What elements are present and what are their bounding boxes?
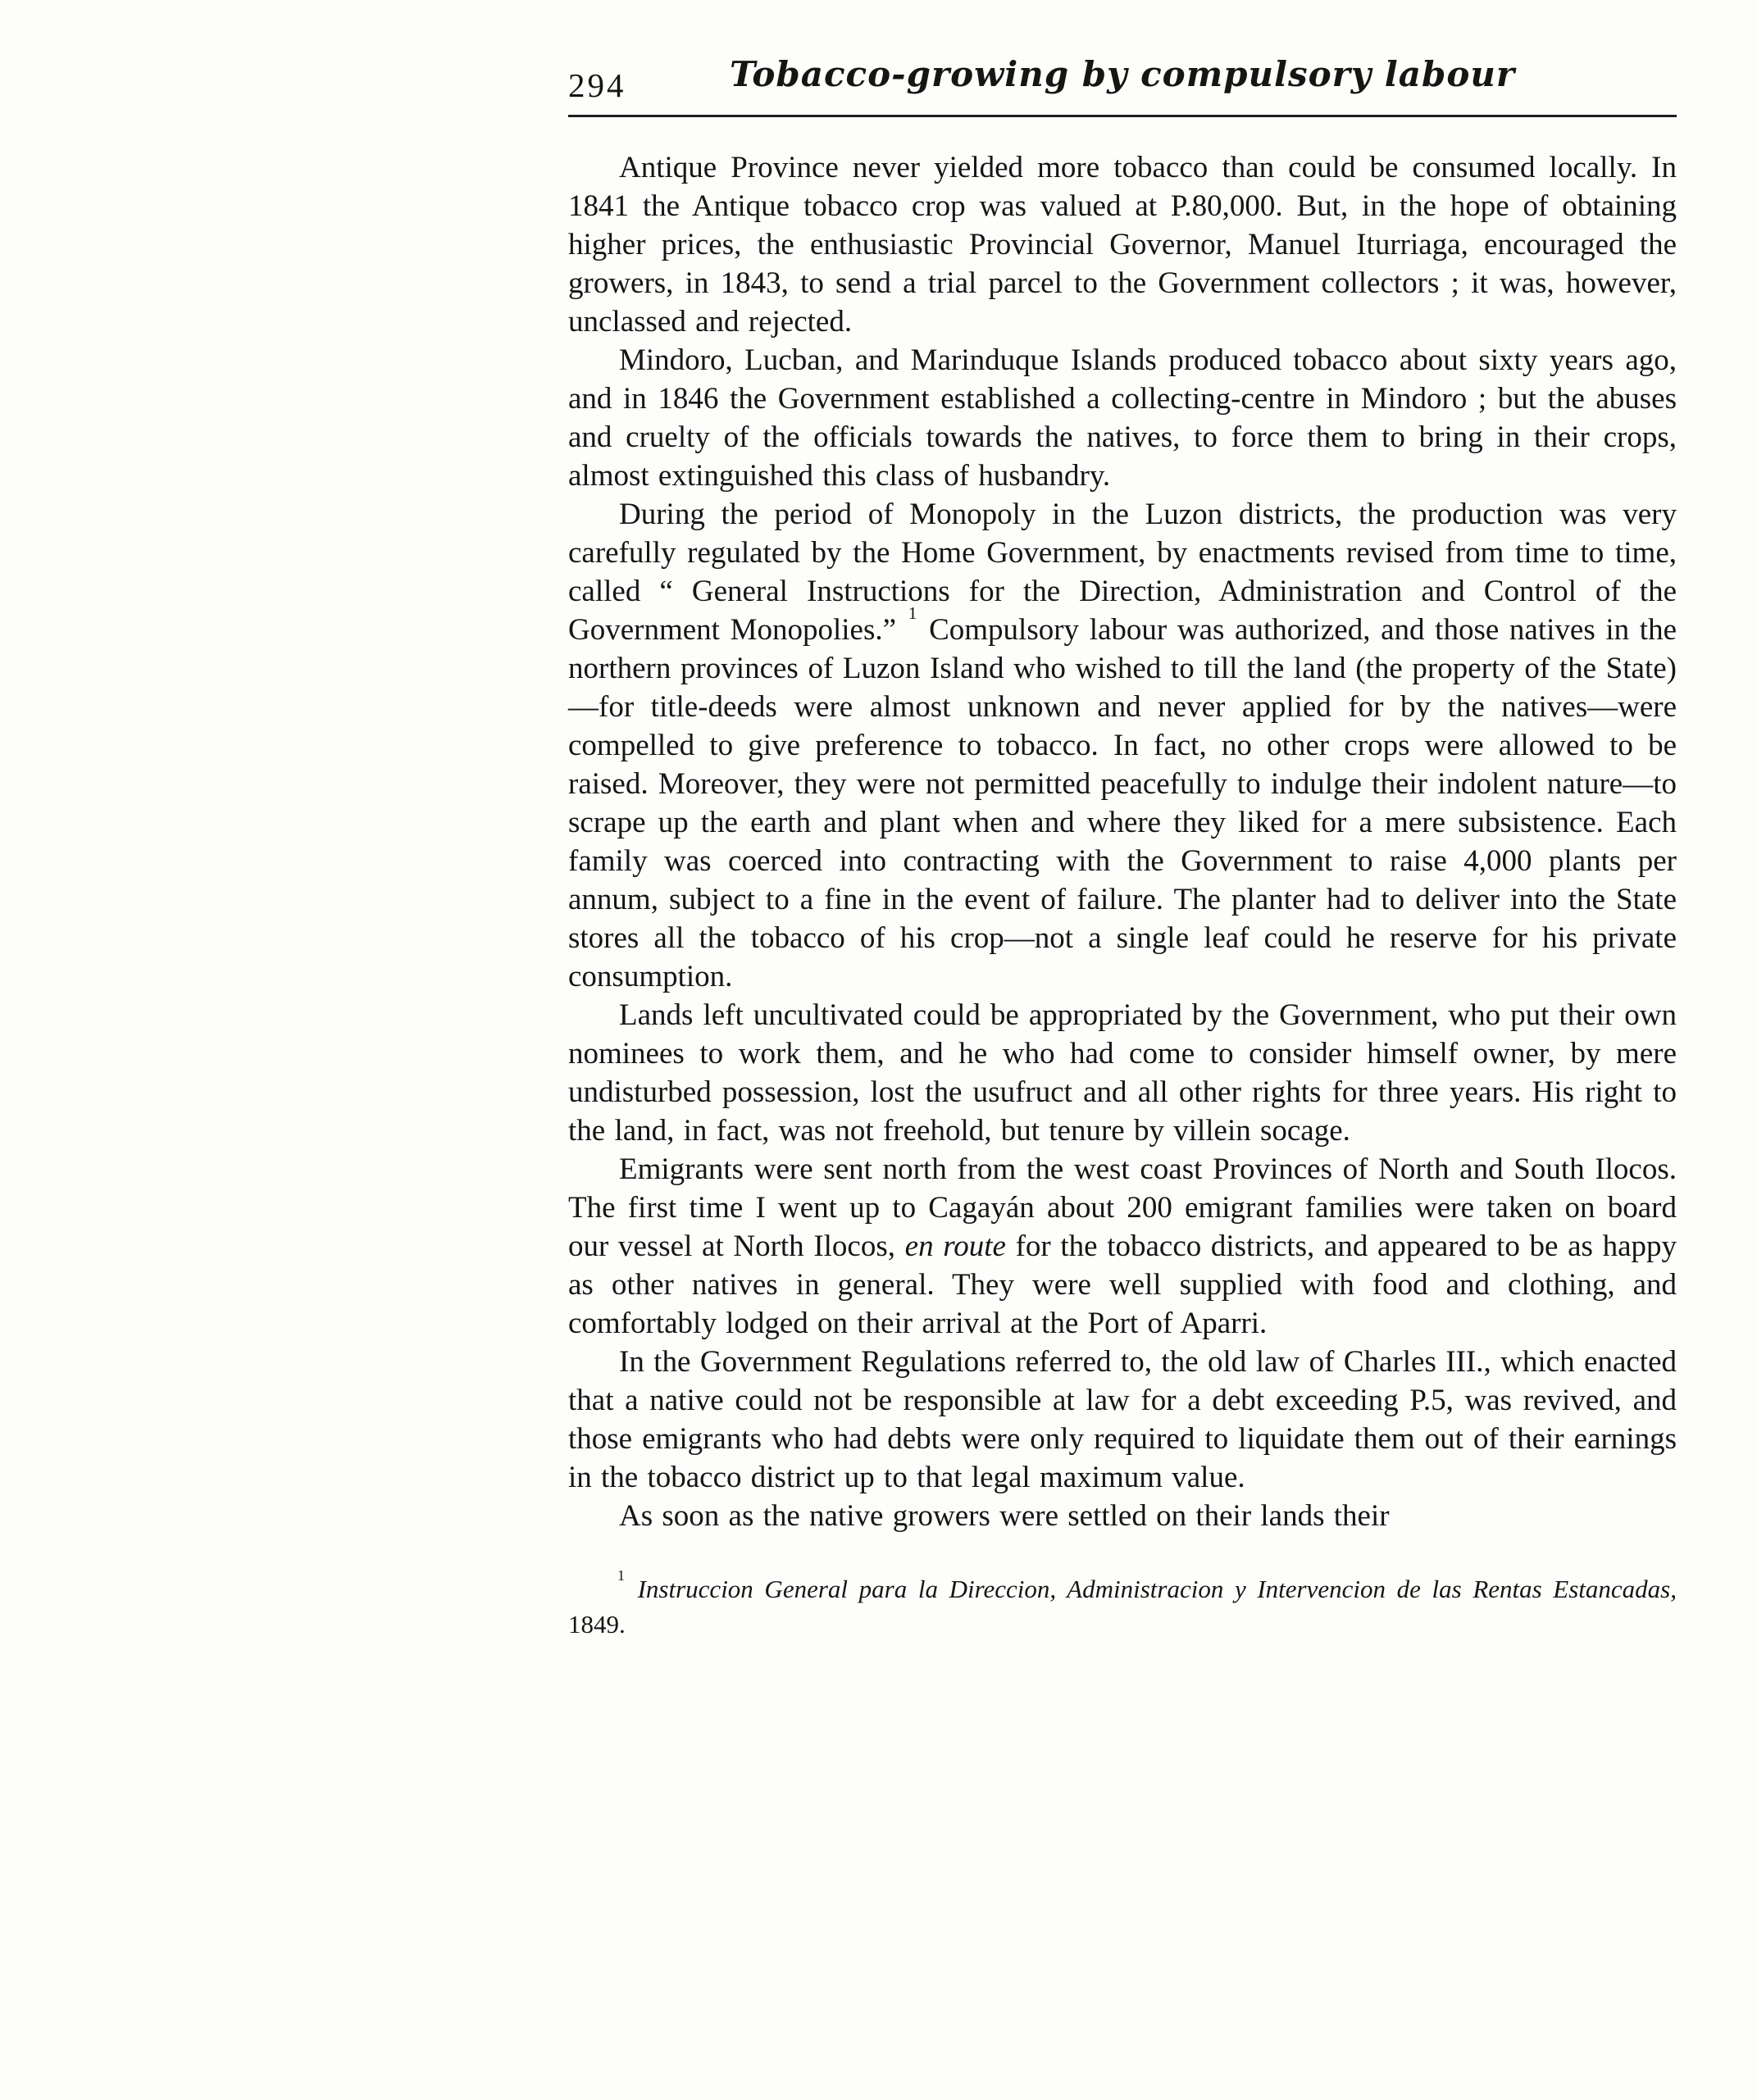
paragraph	[568, 495, 1677, 996]
text-column	[568, 54, 1677, 1642]
text-run: During the period of Monopoly in the Luzon districts, the production was very carefully regulated by the Home Government, by enactments revised from time to time, called “ General Instructions for the Direction, Administration and Control of the Government Monopolies.”	[568, 498, 1677, 647]
header-rule	[568, 115, 1677, 117]
page-header	[568, 54, 1677, 105]
page-number: 294	[568, 66, 626, 104]
paragraph	[568, 996, 1677, 1150]
italic-text: Instruccion General para la Direccion, Administracion y Intervencion de las Rentas Estancadas,	[626, 1575, 1677, 1603]
footnote	[568, 1566, 1677, 1642]
running-title: Tobacco-growing by compulsory labour	[729, 54, 1516, 94]
text-run: Mindoro, Lucban, and Marinduque Islands produced tobacco about sixty years ago, and in 1846 the Government established a collecting-centre in Mindoro ; but the abuses and cruelty of the officials towards the natives, to force them to bring in their crops, almost extinguished this class of husbandry.	[568, 343, 1677, 493]
text-run: In the Government Regulations referred to, the old law of Charles III., which enacted that a native could not be responsible at law for a debt exceeding P.5, was revived, and those emigrants who had debts were only required to liquidate them out of their earnings in the tobacco district up to that legal maximum value.	[568, 1345, 1677, 1494]
footnote-text	[568, 1566, 1677, 1642]
paragraph	[568, 148, 1677, 341]
text-run: Emigrants were sent north from the west coast Provinces of North and South Ilocos. The first time I went up to Cagayán about 200 emigrant families were taken on board our vessel at North Ilocos,	[568, 1152, 1677, 1263]
footnote-marker: 1	[908, 602, 917, 623]
footnote-marker: 1	[617, 1566, 625, 1584]
paragraph	[568, 341, 1677, 495]
italic-text: en route	[904, 1230, 1006, 1263]
paragraph	[568, 1343, 1677, 1497]
text-run: Antique Province never yielded more tobacco than could be consumed locally. In 1841 the Antique tobacco crop was valued at P.80,000. But, in the hope of obtaining higher prices, the enthusiastic Provincial Governor, Manuel Iturriaga, encouraged the growers, in 1843, to send a trial parcel to the Government collectors ; it was, however, unclassed and rejected.	[568, 151, 1677, 339]
text-run: Lands left uncultivated could be appropriated by the Government, who put their own nominees to work them, and he who had come to consider himself owner, by mere undisturbed possession, lost the usufruct and all other rights for three years. His right to the land, in fact, was not freehold, but tenure by villein socage.	[568, 998, 1677, 1148]
body-text	[568, 148, 1677, 1535]
text-run: As soon as the native growers were settled on their lands their	[619, 1499, 1390, 1533]
text-run: 1849.	[568, 1610, 626, 1639]
paragraph	[568, 1150, 1677, 1343]
text-run: Compulsory labour was authorized, and those natives in the northern provinces of Luzon Island who wished to till the land (the property of the State)—for title-deeds were almost unknown and never applied for by the natives—were compelled to give preference to tobacco. In fact, no other crops were allowed to be raised. Moreover, they were not permitted peacefully to indulge their indolent nature—to scrape up the earth and plant when and where they liked for a mere subsistence. Each family was coerced into contracting with the Government to raise 4,000 plants per annum, subject to a fine in the event of failure. The planter had to deliver into the State stores all the tobacco of his crop—not a single leaf could he reserve for his private consumption.	[568, 613, 1677, 993]
paragraph	[568, 1497, 1677, 1535]
text-run: for the tobacco districts, and appeared to be as happy as other natives in general. They were well supplied with food and clothing, and comfortably lodged on their arrival at the Port of Aparri.	[568, 1230, 1677, 1340]
